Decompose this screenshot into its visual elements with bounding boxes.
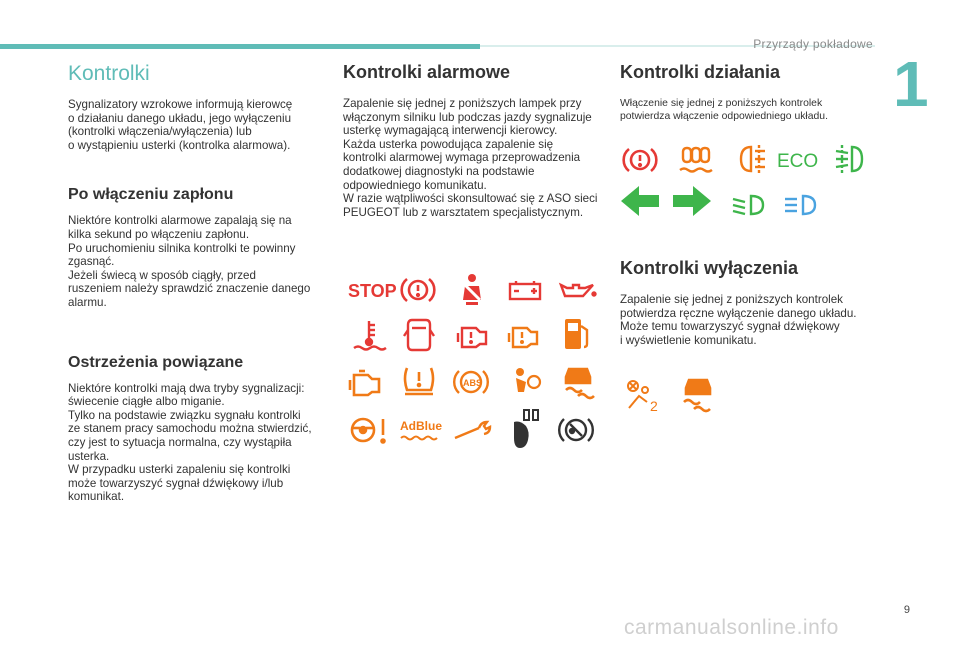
chapter-number: 1: [893, 48, 929, 120]
header-accent-bar: [0, 44, 480, 49]
eco-label: ECO: [777, 151, 819, 172]
svg-text:ABS: ABS: [463, 378, 483, 388]
tyre-pressure-icon: [400, 362, 438, 400]
active-lamps-text: Włączenie się jednej z poniższych kontrolek potwierdza włączenie odpowiedniego układu.: [620, 98, 828, 122]
eco-icon: [776, 148, 822, 172]
off-lamps-title: Kontrolki wyłączenia: [620, 258, 799, 278]
section-ignition-title: Po włączeniu zapłonu: [68, 186, 234, 204]
header-title: Przyrządy pokładowe: [753, 37, 873, 51]
stability-control-icon: [560, 364, 596, 400]
seatbelt-icon: [457, 272, 487, 306]
battery-icon: [507, 278, 543, 302]
foot-on-brake-icon: [510, 408, 544, 450]
off-lamps-section: [620, 258, 895, 347]
abs-icon: [452, 366, 490, 398]
engine-icon: [347, 368, 385, 398]
brake-circle-icon: [400, 274, 436, 306]
stop-icon: [347, 278, 397, 302]
svg-text:2: 2: [650, 398, 658, 414]
left-indicator-icon: [619, 184, 661, 218]
engine-check-icon: [507, 322, 543, 350]
section-warnings-title: Ostrzeżenia powiązane: [68, 353, 244, 371]
stop-label: STOP: [348, 281, 397, 301]
page-title: Kontrolki: [68, 62, 150, 85]
oil-pressure-icon: [559, 280, 597, 302]
coolant-temperature-icon: [352, 318, 386, 352]
page-number: 9: [903, 604, 910, 616]
main-beam-icon: [783, 193, 819, 217]
fuel-level-icon: [562, 316, 592, 352]
section-warnings-text: Niektóre kontrolki mają dwa tryby sygnalizacji: świecenie ciągłe albo miganie. Tylko na podstawie związku sygnału kontrolki ze stanem pracy samochodu można stwierdzić, czy jest to sytuacja normalna, czy wystąpiła usterka. W przypadku usterki zapaleniu się kontrolki może towarzyszyć sygnał dźwiękowy i/lub komunikat.: [68, 381, 312, 504]
adblue-label: AdBlue: [400, 419, 442, 433]
electric-parking-brake-icon: [557, 414, 595, 446]
glow-plug-icon: [678, 146, 714, 174]
off-lamps-text: Zapalenie się jednej z poniższych kontrolek potwierdza ręczne wyłączenie danego układu. Może temu towarzyszyć sygnał dźwiękowy i wyświetlenie komunikatu.: [620, 293, 857, 347]
middle-column: [343, 62, 605, 219]
alarm-lamps-title: Kontrolki alarmowe: [343, 62, 511, 82]
engine-service-icon: [456, 322, 492, 350]
watermark: carmanualsonline.info: [624, 616, 839, 639]
rear-fog-icon: [733, 143, 767, 175]
service-wrench-icon: [453, 418, 491, 442]
alarm-lamps-text: Zapalenie się jednej z poniższych lampek przy włączonym silniku lub podczas jazdy sygnalizuje usterkę wymagającą interwencji kierowcy. Każda usterka powodująca zapalenie się kontrolki alarmowej wymaga przeprowadzenia dodatkowej diagnostyki na podstawie odpowiedniego komunikatu. W razie wątpliwości skonsultować się z ASO sieci PEUGEOT lub z warsztatem specjalistycznym.: [343, 97, 598, 219]
front-fog-icon: [834, 143, 870, 175]
intro-text: Sygnalizatory wzrokowe informują kierowcę o działaniu danego układu, jego wyłączeniu (kontrolki włączenia/wyłączenia) lub o wystąpieniu usterki (kontrolka alarmowa).: [68, 98, 293, 152]
adblue-icon: [399, 416, 443, 444]
door-open-icon: [404, 316, 434, 354]
stability-off-icon: [680, 376, 716, 414]
airbag-icon: [508, 364, 544, 400]
power-steering-icon: [348, 414, 388, 446]
dipped-beam-icon: [731, 193, 767, 217]
left-column: [68, 62, 328, 504]
section-ignition-text: Niektóre kontrolki alarmowe zapalają się na kilka sekund po włączeniu zapłonu. Po uruchomieniu silnika kontrolki te powinny zgasnąć. Jeżeli świecą w sposób ciągły, przed ruszeniem należy sprawdzić znaczenie danego alarmu.: [68, 214, 311, 309]
airbag-off-icon: [625, 378, 665, 414]
right-indicator-icon: [671, 184, 713, 218]
active-lamps-title: Kontrolki działania: [620, 62, 781, 82]
right-column: [620, 62, 895, 123]
parking-brake-icon: [622, 144, 658, 176]
